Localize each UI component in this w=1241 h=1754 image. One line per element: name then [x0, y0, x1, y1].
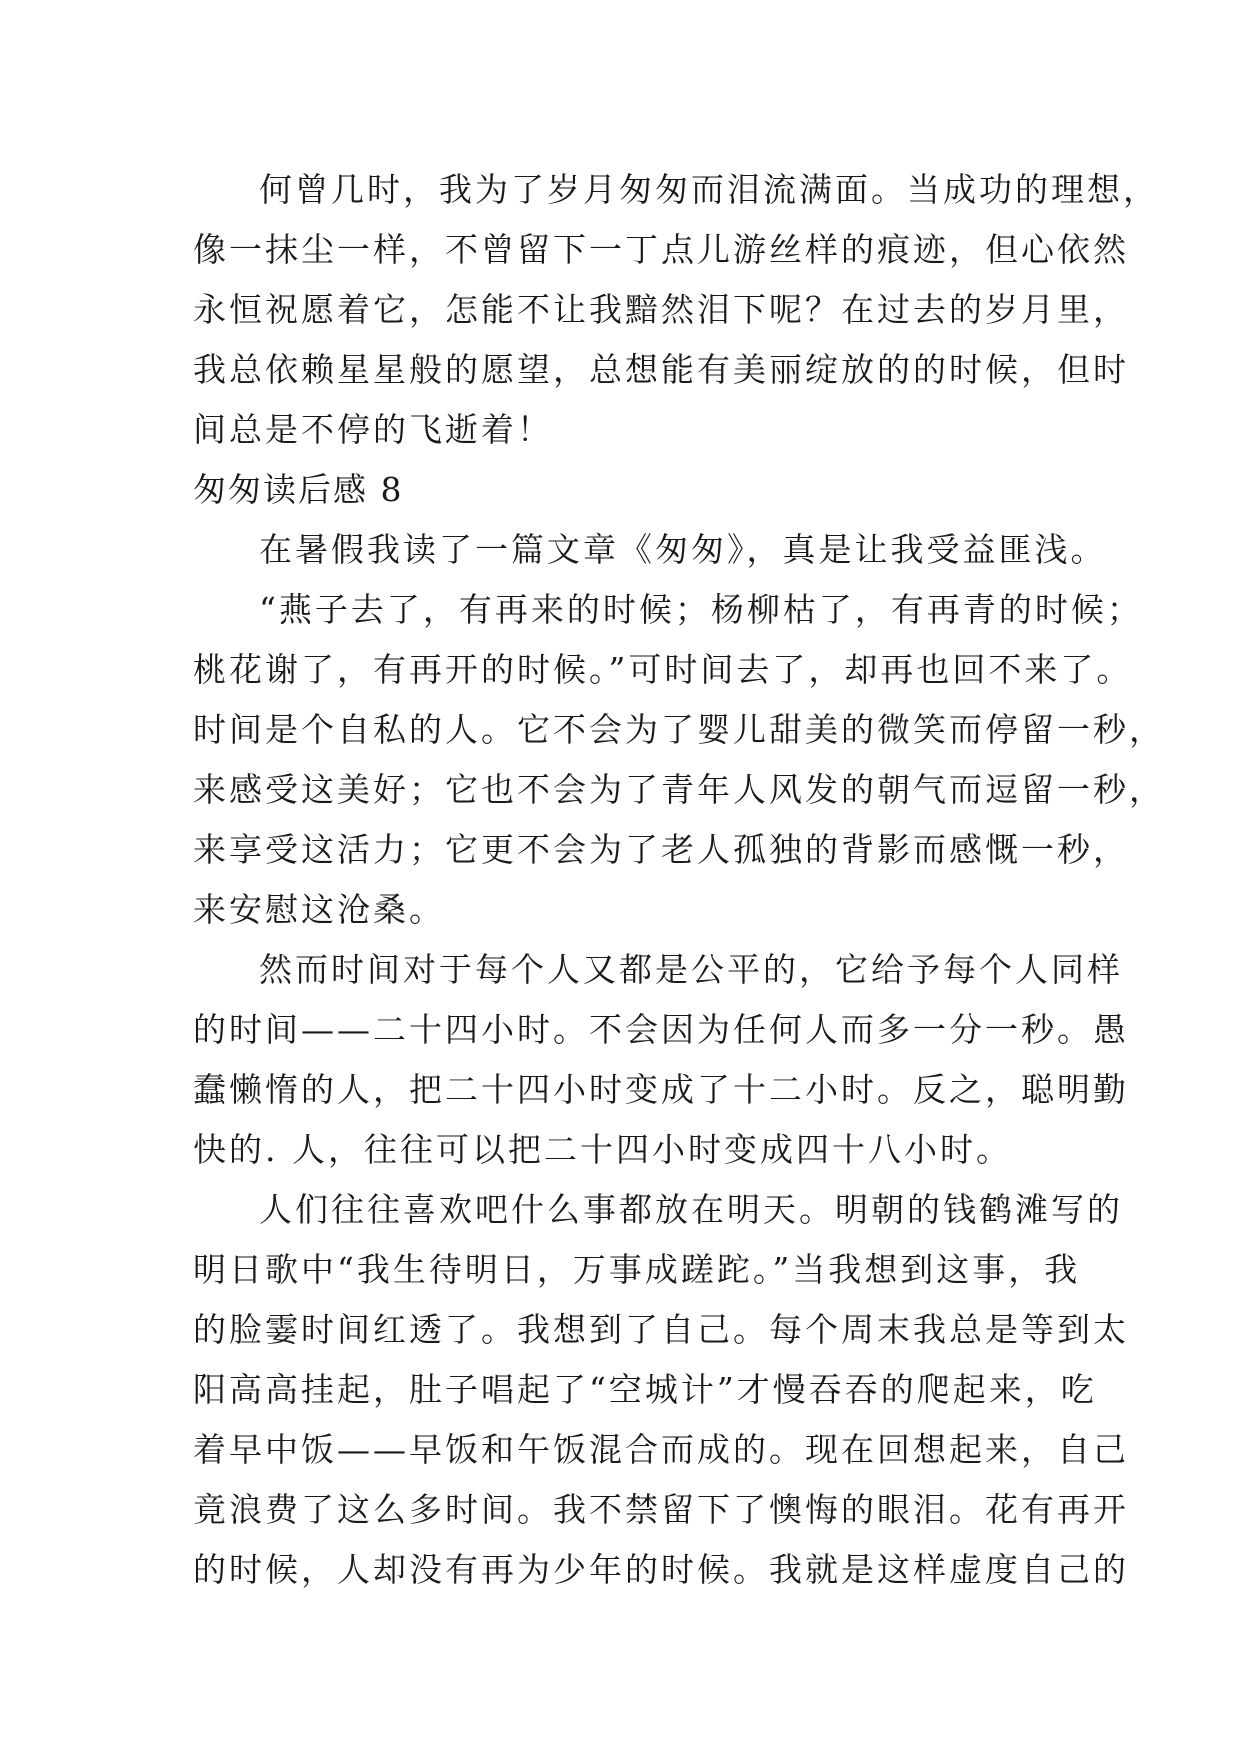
paragraph-line: 人们往往喜欢吧什么事都放在明天。明朝的钱鹤滩写的	[259, 1190, 1123, 1229]
paragraph-line: 来享受这活力；它更不会为了老人孤独的背影而感慨一秒，	[193, 830, 1129, 869]
paragraph-line: 来安慰这沧桑。	[193, 890, 445, 929]
paragraph-line: 的时间——二十四小时。不会因为任何人而多一分一秒。愚	[193, 1010, 1129, 1049]
paragraph-line: 像一抹尘一样，不曾留下一丁点儿游丝样的痕迹，但心依然	[193, 230, 1129, 269]
paragraph-line: 永恒祝愿着它，怎能不让我黯然泪下呢？在过去的岁月里，	[193, 290, 1129, 329]
paragraph-line: 的脸霎时间红透了。我想到了自己。每个周末我总是等到太	[193, 1310, 1129, 1349]
paragraph-line: 在暑假我读了一篇文章《匆匆》，真是让我受益匪浅。	[259, 530, 1107, 569]
paragraph-line: 着早中饭——早饭和午饭混合而成的。现在回想起来，自己	[193, 1430, 1129, 1469]
paragraph-line: 快的. 人，往往可以把二十四小时变成四十八小时。	[193, 1130, 1012, 1169]
document-body	[193, 160, 1165, 1600]
paragraph-line: 竟浪费了这么多时间。我不禁留下了懊悔的眼泪。花有再开	[193, 1490, 1129, 1529]
paragraph-line: 我总依赖星星般的愿望，总想能有美丽绽放的的时候，但时	[193, 350, 1129, 389]
paragraph-line: 何曾几时，我为了岁月匆匆而泪流满面。当成功的理想，	[259, 170, 1159, 209]
paragraph-line: 间总是不停的飞逝着！	[193, 410, 553, 449]
section-heading: 匆匆读后感 8	[193, 470, 404, 509]
paragraph-line: 蠢懒惰的人，把二十四小时变成了十二小时。反之，聪明勤	[193, 1070, 1129, 1109]
paragraph-line: 阳高高挂起，肚子唱起了“空城计”才慢吞吞的爬起来，吃	[193, 1370, 1097, 1409]
paragraph-line: 的时候，人却没有再为少年的时候。我就是这样虚度自己的	[193, 1550, 1129, 1589]
paragraph-line: 桃花谢了，有再开的时候。”可时间去了，却再也回不来了。	[193, 650, 1133, 689]
paragraph-line: 来感受这美好；它也不会为了青年人风发的朝气而逗留一秒，	[193, 770, 1165, 809]
paragraph-line: 明日歌中“我生待明日，万事成蹉跎。”当我想到这事，我	[193, 1250, 1081, 1289]
paragraph-line: “燕子去了，有再来的时候；杨柳枯了，有再青的时候；	[259, 590, 1143, 629]
paragraph-line: 时间是个自私的人。它不会为了婴儿甜美的微笑而停留一秒，	[193, 710, 1165, 749]
paragraph-line: 然而时间对于每个人又都是公平的，它给予每个人同样	[259, 950, 1123, 989]
